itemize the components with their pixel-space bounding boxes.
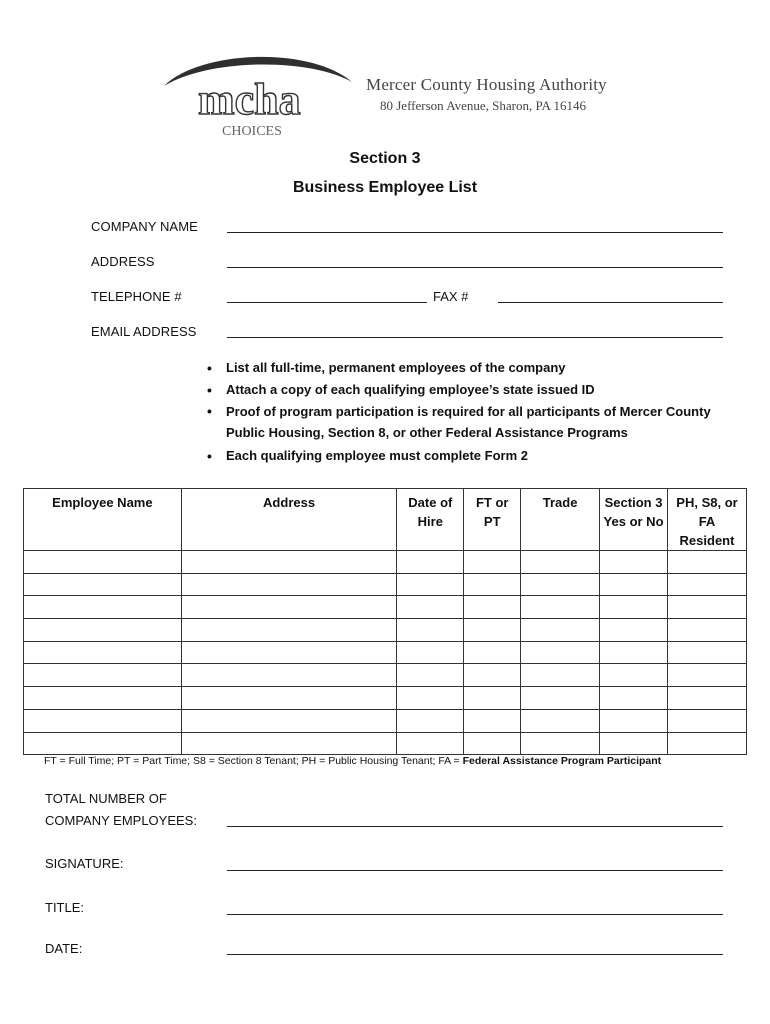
instruction-item: • Proof of program participation is required for all participants of Mercer County Public Housing, Section 8, or other Federal Assistance Programs (207, 401, 737, 443)
cell-section-3[interactable] (600, 596, 668, 619)
cell-address[interactable] (181, 619, 397, 642)
cell-trade[interactable] (521, 664, 600, 687)
email-field[interactable] (227, 337, 723, 338)
instruction-item: • Attach a copy of each qualifying employee’s state issued ID (207, 379, 737, 401)
col-trade: Trade (521, 489, 600, 551)
company-name-label: COMPANY NAME (91, 219, 198, 234)
instruction-item: • List all full-time, permanent employees of the company (207, 357, 737, 379)
cell-resident[interactable] (668, 619, 747, 642)
cell-date-of-hire[interactable] (397, 709, 464, 732)
col-resident: PH, S8, or FA Resident (668, 489, 747, 551)
cell-trade[interactable] (521, 551, 600, 574)
cell-resident[interactable] (668, 664, 747, 687)
date-label: DATE: (45, 941, 83, 956)
cell-employee-name[interactable] (24, 619, 182, 642)
table-row (24, 619, 747, 642)
cell-trade[interactable] (521, 641, 600, 664)
table-row (24, 641, 747, 664)
email-label: EMAIL ADDRESS (91, 324, 197, 339)
cell-resident[interactable] (668, 596, 747, 619)
total-employees-field[interactable] (227, 826, 723, 827)
cell-ft-or-pt[interactable] (464, 709, 521, 732)
total-employees-label-line1: TOTAL NUMBER OF (45, 791, 167, 806)
cell-ft-or-pt[interactable] (464, 573, 521, 596)
cell-address[interactable] (181, 664, 397, 687)
cell-employee-name[interactable] (24, 732, 182, 755)
cell-section-3[interactable] (600, 619, 668, 642)
telephone-field[interactable] (227, 302, 427, 303)
cell-date-of-hire[interactable] (397, 664, 464, 687)
cell-ft-or-pt[interactable] (464, 551, 521, 574)
legend-text: FT = Full Time; PT = Part Time; S8 = Section 8 Tenant; PH = Public Housing Tenant; FA = (44, 755, 463, 767)
cell-resident[interactable] (668, 709, 747, 732)
cell-section-3[interactable] (600, 664, 668, 687)
cell-section-3[interactable] (600, 551, 668, 574)
cell-trade[interactable] (521, 619, 600, 642)
col-section-3: Section 3 Yes or No (600, 489, 668, 551)
table-row (24, 732, 747, 755)
telephone-label: TELEPHONE # (91, 289, 182, 304)
cell-resident[interactable] (668, 573, 747, 596)
address-field[interactable] (227, 267, 723, 268)
instructions-list (207, 357, 737, 467)
cell-trade[interactable] (521, 596, 600, 619)
legend-bold-text: Federal Assistance Program Participant (462, 755, 662, 767)
cell-date-of-hire[interactable] (397, 596, 464, 619)
cell-resident[interactable] (668, 551, 747, 574)
cell-resident[interactable] (668, 732, 747, 755)
table-row (24, 551, 747, 574)
cell-ft-or-pt[interactable] (464, 687, 521, 710)
cell-ft-or-pt[interactable] (464, 732, 521, 755)
table-row (24, 596, 747, 619)
org-name: Mercer County Housing Authority (366, 75, 607, 94)
cell-address[interactable] (181, 641, 397, 664)
section-title: Section 3 (349, 150, 421, 167)
logo-text: mcha (198, 75, 301, 124)
cell-address[interactable] (181, 596, 397, 619)
table-row (24, 573, 747, 596)
cell-address[interactable] (181, 732, 397, 755)
table-row (24, 664, 747, 687)
table-row (24, 687, 747, 710)
mcha-logo (160, 52, 360, 140)
col-date-of-hire: Date of Hire (397, 489, 464, 551)
cell-resident[interactable] (668, 641, 747, 664)
cell-section-3[interactable] (600, 732, 668, 755)
col-address: Address (181, 489, 397, 551)
cell-employee-name[interactable] (24, 687, 182, 710)
cell-ft-or-pt[interactable] (464, 641, 521, 664)
cell-date-of-hire[interactable] (397, 551, 464, 574)
cell-trade[interactable] (521, 687, 600, 710)
cell-employee-name[interactable] (24, 641, 182, 664)
cell-date-of-hire[interactable] (397, 641, 464, 664)
date-field[interactable] (227, 954, 723, 955)
cell-address[interactable] (181, 687, 397, 710)
fax-field[interactable] (498, 302, 723, 303)
cell-section-3[interactable] (600, 709, 668, 732)
total-employees-label-line2: COMPANY EMPLOYEES: (45, 813, 197, 828)
company-name-field[interactable] (227, 232, 723, 233)
cell-ft-or-pt[interactable] (464, 596, 521, 619)
col-ft-or-pt: FT or PT (464, 489, 521, 551)
abbreviation-legend (44, 755, 661, 767)
address-label: ADDRESS (91, 254, 155, 269)
logo-subtext: CHOICES (222, 124, 282, 139)
cell-ft-or-pt[interactable] (464, 619, 521, 642)
cell-date-of-hire[interactable] (397, 619, 464, 642)
table-header-row (24, 489, 747, 551)
signature-label: SIGNATURE: (45, 856, 124, 871)
cell-employee-name[interactable] (24, 664, 182, 687)
cell-date-of-hire[interactable] (397, 687, 464, 710)
col-employee-name: Employee Name (24, 489, 182, 551)
cell-address[interactable] (181, 551, 397, 574)
org-address: 80 Jefferson Avenue, Sharon, PA 16146 (380, 98, 586, 113)
cell-employee-name[interactable] (24, 551, 182, 574)
cell-address[interactable] (181, 709, 397, 732)
signature-field[interactable] (227, 870, 723, 871)
cell-date-of-hire[interactable] (397, 732, 464, 755)
cell-section-3[interactable] (600, 687, 668, 710)
instruction-item: • Each qualifying employee must complete Form 2 (207, 445, 737, 467)
title-label: TITLE: (45, 900, 85, 915)
table-row (24, 709, 747, 732)
cell-employee-name[interactable] (24, 596, 182, 619)
cell-address[interactable] (181, 573, 397, 596)
cell-employee-name[interactable] (24, 709, 182, 732)
cell-employee-name[interactable] (24, 573, 182, 596)
cell-resident[interactable] (668, 687, 747, 710)
fax-label: FAX # (433, 289, 469, 304)
title-field[interactable] (227, 914, 723, 915)
cell-trade[interactable] (521, 573, 600, 596)
form-title: Business Employee List (292, 179, 478, 196)
cell-section-3[interactable] (600, 641, 668, 664)
cell-section-3[interactable] (600, 573, 668, 596)
cell-trade[interactable] (521, 732, 600, 755)
cell-ft-or-pt[interactable] (464, 664, 521, 687)
cell-trade[interactable] (521, 709, 600, 732)
cell-date-of-hire[interactable] (397, 573, 464, 596)
employee-table (23, 488, 747, 755)
